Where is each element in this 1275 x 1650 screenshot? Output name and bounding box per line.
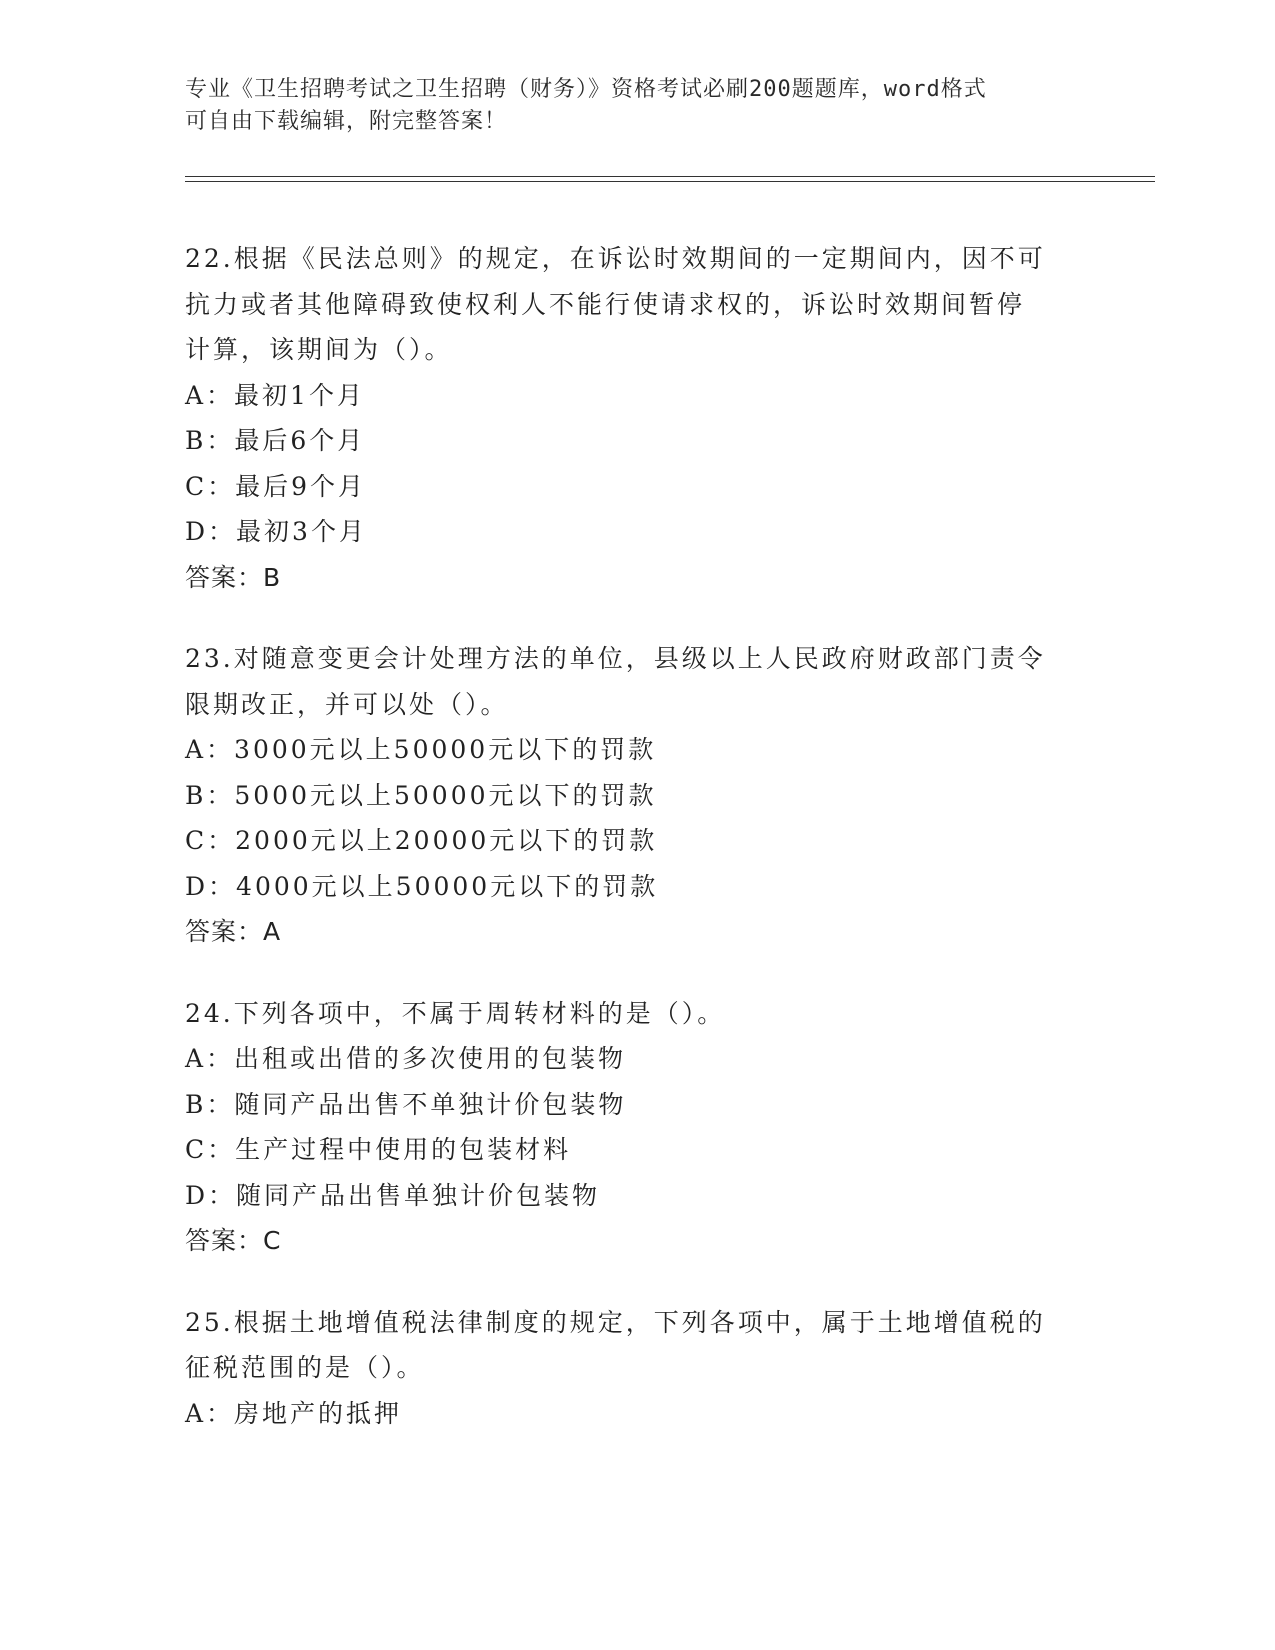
option-a: A：出租或出借的多次使用的包装物 <box>185 1044 627 1073</box>
question-text-line: 25.根据土地增值税法律制度的规定，下列各项中，属于土地增值税的 <box>185 1307 1046 1337</box>
option-c: C：最后9个月 <box>185 471 367 501</box>
option-b: B：5000元以上50000元以下的罚款 <box>185 780 657 810</box>
question-text-line: 23.对随意变更会计处理方法的单位，县级以上人民政府财政部门责令 <box>185 644 1046 673</box>
document-header <box>185 74 1065 138</box>
question-22 <box>185 236 1085 600</box>
question-text-line: 22.根据《民法总则》的规定，在诉讼时效期间的一定期间内，因不可 <box>185 244 1046 273</box>
option-d: D：4000元以上50000元以下的罚款 <box>185 871 659 901</box>
question-23 <box>185 636 1085 955</box>
option-b: B：随同产品出售不单独计价包装物 <box>185 1089 627 1119</box>
question-24 <box>185 991 1085 1264</box>
answer: 答案：B <box>185 562 282 592</box>
question-list <box>185 236 1085 1472</box>
question-text-line: 限期改正，并可以处（）。 <box>185 689 509 719</box>
option-d: D：最初3个月 <box>185 517 367 546</box>
header-divider-bottom <box>185 181 1155 182</box>
header-line-1: 专业《卫生招聘考试之卫生招聘（财务）》资格考试必刷200题题库，word格式 <box>185 77 987 102</box>
option-a: A：3000元以上50000元以下的罚款 <box>185 735 657 764</box>
answer: 答案：C <box>185 1226 282 1255</box>
question-text-line: 24.下列各项中，不属于周转材料的是（）。 <box>185 998 726 1028</box>
question-25 <box>185 1300 1085 1437</box>
option-c: C：2000元以上20000元以下的罚款 <box>185 826 658 855</box>
option-b: B：最后6个月 <box>185 426 366 455</box>
option-c: C：生产过程中使用的包装材料 <box>185 1135 572 1164</box>
option-a: A：最初1个月 <box>185 380 365 410</box>
question-text-line: 计算，该期间为（）。 <box>185 335 453 364</box>
option-a: A：房地产的抵押 <box>185 1398 403 1428</box>
answer: 答案：A <box>185 917 282 946</box>
question-text-line: 抗力或者其他障碍致使权利人不能行使请求权的，诉讼时效期间暂停 <box>185 289 1026 319</box>
header-line-2: 可自由下载编辑，附完整答案！ <box>185 109 508 134</box>
option-d: D：随同产品出售单独计价包装物 <box>185 1180 601 1210</box>
question-text-line: 征税范围的是（）。 <box>185 1353 425 1382</box>
header-divider-top <box>185 176 1155 177</box>
